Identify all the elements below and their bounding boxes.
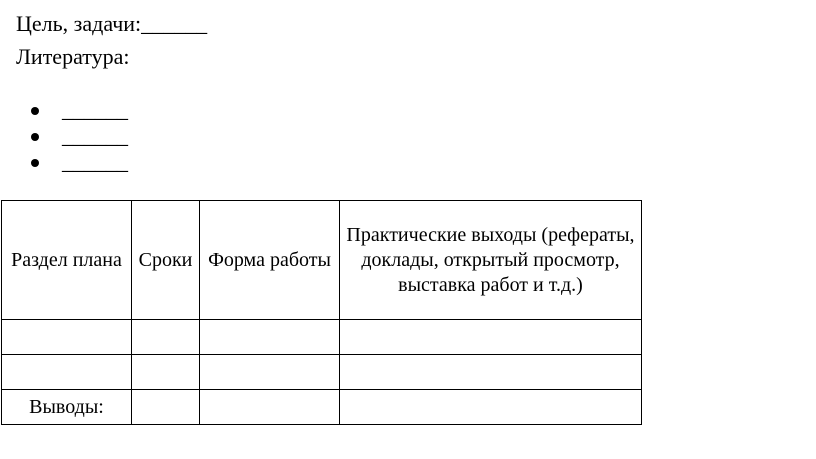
plan-table	[1, 200, 642, 425]
summary-label-cell: Выводы:	[2, 390, 132, 425]
table-row-summary	[2, 390, 642, 425]
table-cell	[340, 320, 642, 355]
table-cell	[200, 390, 340, 425]
literature-item-blank: ______	[62, 97, 128, 122]
table-cell	[132, 355, 200, 390]
table-cell	[2, 320, 132, 355]
table-cell	[340, 390, 642, 425]
literature-heading: Литература:	[16, 44, 130, 69]
table-row	[2, 320, 642, 355]
literature-item	[0, 123, 128, 149]
literature-item	[0, 97, 128, 123]
literature-item	[0, 149, 128, 175]
bullet-icon	[31, 159, 39, 167]
header-cell-work-form: Форма работы	[200, 201, 340, 320]
bullet-icon	[31, 133, 39, 141]
goals-tasks-line: Цель, задачи:______	[16, 11, 208, 36]
header-cell-section: Раздел плана	[2, 201, 132, 320]
table-cell	[132, 320, 200, 355]
literature-item-blank: ______	[62, 149, 128, 174]
table-cell	[132, 390, 200, 425]
table-cell	[2, 355, 132, 390]
literature-item-blank: ______	[62, 123, 128, 148]
header-cell-practical-outputs: Практические выходы (рефераты, доклады, открытый просмотр, выставка работ и т.д.)	[340, 201, 642, 320]
table-header-row	[2, 201, 642, 320]
table-row	[2, 355, 642, 390]
table-cell	[200, 320, 340, 355]
bullet-icon	[31, 107, 39, 115]
table-cell	[200, 355, 340, 390]
literature-list	[0, 97, 128, 175]
header-cell-dates: Сроки	[132, 201, 200, 320]
table-cell	[340, 355, 642, 390]
